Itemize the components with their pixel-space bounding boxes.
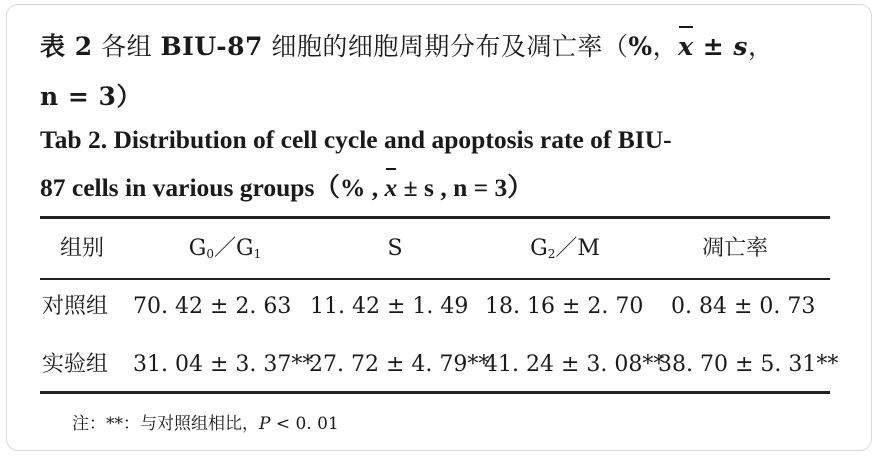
header-apoptosis: 凋亡率 [701,236,768,261]
sample-size: n = 3） [40,82,142,111]
caption-en-line1: Tab 2. Distribution of cell cycle and apoptosis rate of BIU- [40,125,672,154]
caption-en-line2-pre: 87 cells in various groups（% , [40,173,379,202]
footnote-prefix: 注：**：与对照组相比， [72,414,259,434]
caption-chinese [40,22,840,122]
row-group: 对照组 [42,294,109,319]
row-s: 11. 42 ± 1. 49 [310,294,469,319]
table-header-rule [40,278,830,280]
caption-cn-post: 细胞的细胞周期分布及凋亡率（ [271,32,629,61]
header-s: S [387,236,403,261]
plus-minus: ± [693,32,734,61]
stats-comma: ， [747,32,774,61]
row-g2m: 41. 24 ± 3. 08** [484,352,665,377]
header-g0g1-sub0: 0 [206,247,214,261]
table-bottom-rule [40,391,830,394]
header-group: 组别 [60,236,105,261]
table-top-rule [40,216,830,219]
row-g0g1: 70. 42 ± 2. 63 [133,294,292,319]
table-footnote [72,412,339,436]
sd-symbol: s [733,32,748,61]
cell-line-name: BIU-87 [160,32,263,61]
row-apoptosis: 38. 70 ± 5. 31** [658,352,839,377]
caption-en-line2-post: ± s , n = 3） [403,173,533,202]
header-g0g1 [150,234,300,269]
header-g2m [500,234,630,269]
header-g2m-sub: 2 [547,247,556,261]
caption-en-mean-symbol: x [385,164,398,212]
header-g0g1-g: G [188,236,207,261]
header-g0g1-slash: ／G [214,236,254,261]
row-g0g1: 31. 04 ± 3. 37** [133,352,314,377]
footnote-suffix: < 0. 01 [270,414,339,434]
stats-separator: ， [652,32,679,61]
row-g2m: 18. 16 ± 2. 70 [485,294,644,319]
header-g2m-rest: ／M [555,236,600,261]
header-g2m-g: G [530,236,548,261]
row-apoptosis: 0. 84 ± 0. 73 [671,294,816,319]
row-group: 实验组 [42,352,109,377]
caption-english [40,116,850,212]
stats-unit: % [628,32,653,61]
table-label: 表 2 [40,32,93,61]
row-s: 27. 72 ± 4. 79** [309,352,490,377]
footnote-p: P [259,414,271,434]
header-g0g1-sub1: 1 [253,247,262,261]
mean-symbol: x [678,22,693,72]
caption-cn-pre: 各组 [101,32,153,61]
